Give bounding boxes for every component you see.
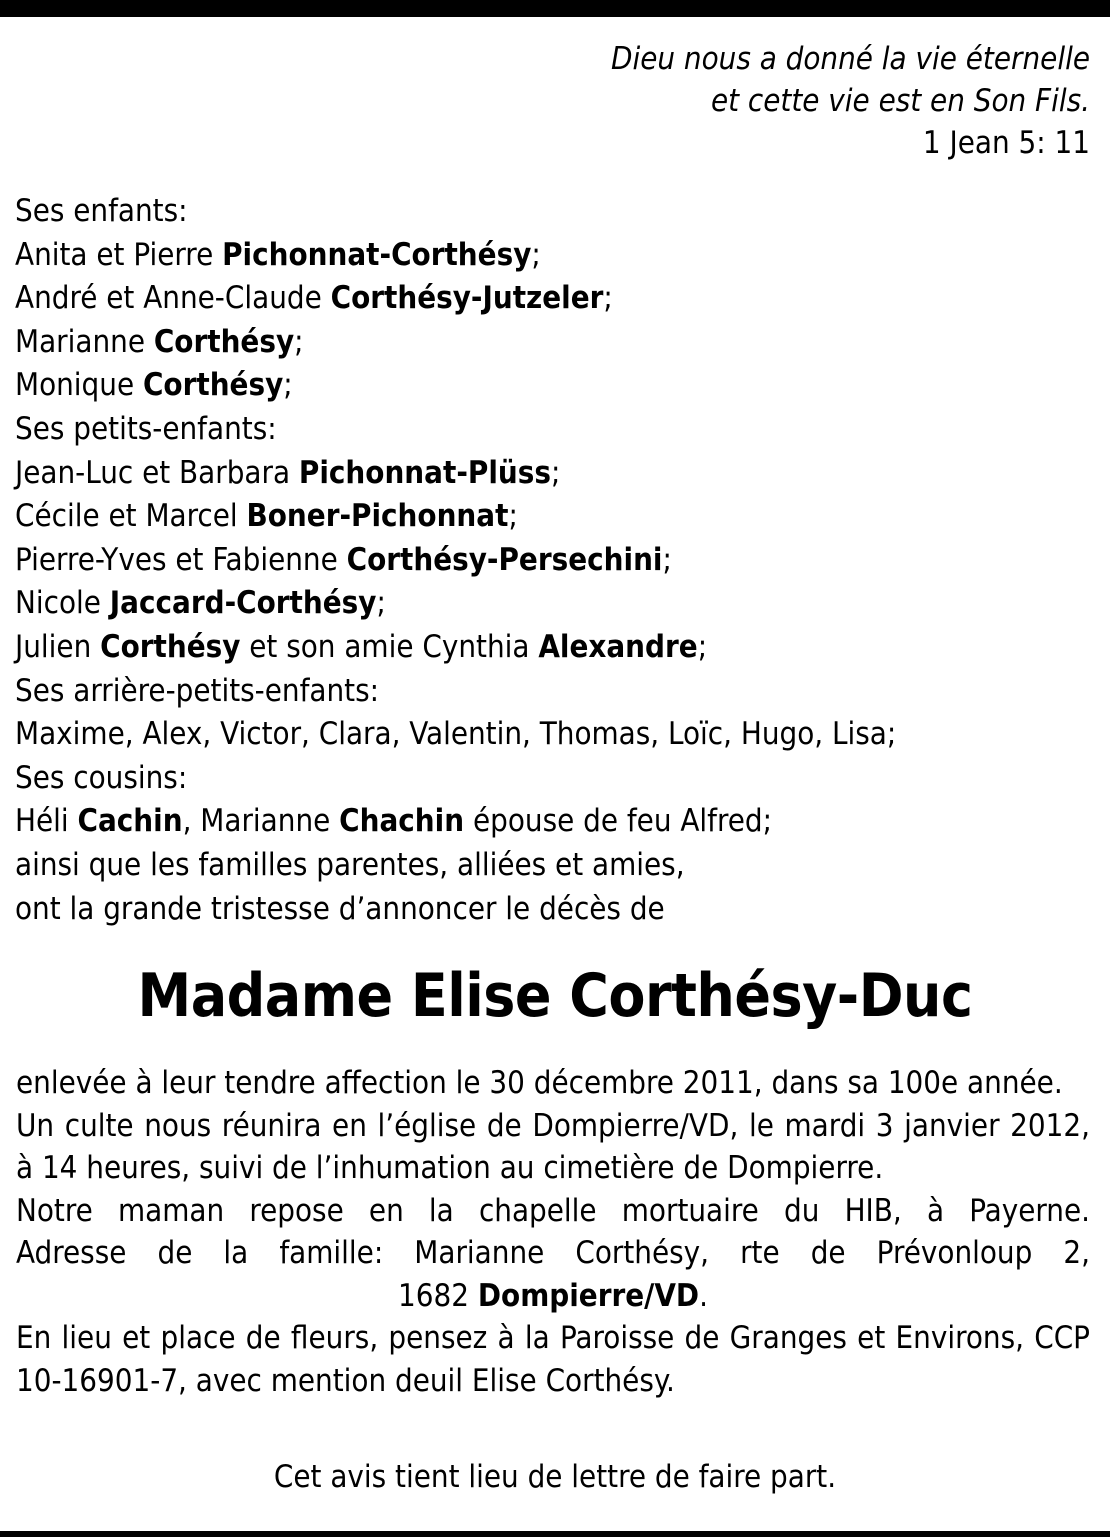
surname: Chachin [339,803,465,840]
given-names: Héli [15,803,78,840]
row-end: ; [376,585,386,622]
given-names: Cécile et Marcel [15,498,247,535]
families-line: ainsi que les familles parentes, alliées et amies, [15,846,685,883]
surname: Boner-Pichonnat [246,498,509,535]
children-heading: Ses enfants: [15,193,188,229]
great-grandchildren-names: Maxime, Alex, Victor, Clara, Valentin, Thomas, Loïc, Hugo, Lisa; [15,716,897,753]
family-member-row [15,452,1100,496]
grandchildren-heading: Ses petits-enfants: [15,410,277,447]
given-names: Jean-Luc et Barbara [15,454,299,491]
passing-paragraph: enlevée à leur tendre affection le 30 décembre 2011, dans sa 100e année. [16,1065,1063,1101]
family-member-row [15,364,1100,408]
verse-reference: 1 Jean 5: 11 [922,125,1090,161]
given-names: Anita et Pierre [15,236,223,273]
cousins-heading: Ses cousins: [15,759,188,796]
given-names: André et Anne-Claude [15,280,331,317]
family-member-row [15,582,1100,626]
surname: Jaccard-Corthésy [109,585,377,622]
row-end: ; [283,367,293,404]
town: Dompierre/VD [477,1277,700,1314]
bible-verse [190,38,1090,164]
verse-line-1: Dieu nous a donné la vie éternelle [610,41,1090,77]
family-member-row [15,539,1100,583]
family-member-row [15,321,1100,365]
row-end: ; [508,498,518,535]
address-line: Adresse de la famille: Marianne Corthésy, rte de Prévonloup 2, [16,1235,1090,1271]
row-end: ; [550,454,561,491]
given-names: Monique [15,367,143,404]
row-middle-text: et son amie Cynthia [240,628,539,665]
surname: Cachin [77,803,183,840]
closing-note: Cet avis tient lieu de lettre de faire part. [273,1459,837,1495]
town-end: . [699,1277,708,1314]
row-end: ; [662,541,672,578]
surname: Pichonnat-Corthésy [222,236,532,273]
service-paragraph: Un culte nous réunira en l’église de Dompierre/VD, le mardi 3 janvier 2012, à 14 heures, suivi de l’inhumation au cimetière de Dompierre. [16,1107,1090,1186]
surname: Corthésy-Persechini [346,541,663,578]
row-end: ; [294,323,304,360]
obituary-details [16,1062,1090,1402]
row-end: ; [531,236,541,273]
surname: Alexandre [538,628,698,665]
surname: Corthésy [153,323,295,360]
verse-line-2: et cette vie est en Son Fils. [710,83,1090,119]
row-middle-text: , Marianne [182,803,340,840]
flowers-paragraph: En lieu et place de fleurs, pensez à la Paroisse de Granges et Environs, CCP 10-16901-7, avec mention deuil Elise Corthésy. [16,1320,1090,1399]
row-end: ; [697,628,708,665]
surname: Pichonnat-Plüss [298,454,551,491]
announce-line: ont la grande tristesse d’annoncer le décès de [15,890,665,927]
given-names: Julien [15,628,101,665]
bottom-rule [0,1531,1110,1537]
surname: Corthésy-Jutzeler [330,280,604,317]
rest-paragraph: Notre maman repose en la chapelle mortuaire du HIB, à Payerne. [16,1192,1090,1229]
deceased-name: Madame Elise Corthésy-Duc [137,961,973,1031]
family-member-row [15,626,1100,670]
address-town-line [16,1275,1090,1318]
given-names: Pierre-Yves et Fabienne [15,541,347,578]
great-grandchildren-heading: Ses arrière-petits-enfants: [15,672,380,709]
family-list [15,190,1100,931]
family-member-row [15,495,1100,539]
surname: Corthésy [100,628,241,665]
given-names: Marianne [15,323,154,360]
cousins-row [15,800,1100,844]
row-end: épouse de feu Alfred; [464,803,773,840]
top-rule [0,0,1110,17]
given-names: Nicole [15,585,110,622]
row-end: ; [603,280,613,317]
family-member-row [15,277,1100,321]
surname: Corthésy [142,367,284,404]
family-member-row [15,234,1100,278]
postcode: 1682 [398,1277,478,1314]
